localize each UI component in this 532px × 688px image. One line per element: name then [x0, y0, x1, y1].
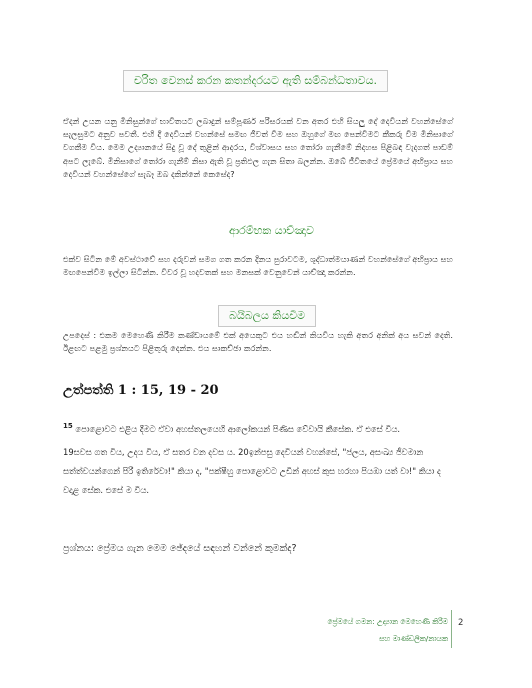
footer-subtitle: සහ මාණ්ඩලික/නායක	[379, 634, 448, 643]
footer-divider	[451, 610, 452, 648]
bible-reading-title: බයිබලය කියවීම	[218, 305, 316, 327]
bible-reading-paragraph: උපදෙස් : එකම මෙහෙණි කිරීම කණ්ඩායමේ එක් අයෙකුට එය හඬින් කියවිය හැකි අතර අනික් අය සවන් දෙති. ඊළඟට පළමු ප්‍රශ්නයට පිළිතුරු දෙන්න. එය සාකච්ඡා කරන්න.	[63, 330, 453, 354]
verse-line-1	[63, 420, 455, 439]
intro-section-title: චරිත වෙනස් කරන කතන්දරයට ඇති සම්බන්ධතාවය.	[123, 70, 388, 92]
verse-number: 15	[63, 422, 73, 431]
verse-line-2: 19සවස ගත විය, උදය විය, ඒ සතර වන දවස ය. 20ඉන්පසු දෙවියන් වහන්සේ, "ජලය, අසංඛ්‍ය ජීවමාන සත්ත්වයන්ගෙන් පිරී ඉතිරේවා!" කියා ද, "පක්ෂීහු පොළොවට උඩින් අහස් කුස හරහා පියඹා යත් වා!" කියා ද වදාළ සේක. එසේ ම විය.	[63, 447, 441, 495]
footer-title: ප්‍රේමයේ ගමන: උද්‍යාන මෙහෙණි කිරීම	[327, 617, 448, 626]
intro-paragraph: ඒදන් උයන යනු මිනිසුන්ගේ භාවිතයට ලබාදුන් සම්පූර්ණ පරිසරයක් වන අතර එහි සියලු දේ දෙවියන් වහන්සේගේ සැලසුමට අනුව පවතී. එහි දී දෙවියන් වහන්සේ සමඟ ජීවත් වීම සහ ඔහුගේ මඟ පෙන්වීමට කීකරු වීම මිනිසාගේ වගකීම විය. මෙම උද්‍යානයේ සිදු වූ දේ තුළින් ආදරය, විශ්වාසය සහ තෝරා ගැනීමේ නිදහස පිළිබඳ වැදගත් පාඩම් අපට ලැබේ. මිනිසාගේ තෝරා ගැනීම් නිසා ඇති වූ ප්‍රතිඵල ගැන සිතා බලන්න. ඔබේ ජීවිතයේ ප්‍රේමයේ අභිප්‍රාය සහ දෙවියන් වහන්සේගේ සැබෑ ඔබ දකින්නේ කෙසේද?	[63, 116, 453, 179]
discussion-question: ප්‍රශ්නය: ප්‍රේමය ගැන මෙම ඡේදයේ සඳහන් වන්නේ කුමක්ද?	[63, 543, 297, 554]
opening-prayer-title: ආරම්භක යාච්ඤාව	[229, 224, 314, 237]
verse-reference: උත්පත්ති 1 : 15, 19 - 20	[63, 383, 219, 398]
page-number: 2	[458, 618, 464, 628]
opening-prayer-paragraph: එක්ව සිටින මේ අවස්ථාවේ සහ දරුවන් සමග ගත කරන දිනය පුරාවටම, ශුද්ධාත්මයාණන් වහන්සේගේ අභිප්‍රාය සහ මඟපෙන්වීම ඉල්ලා සිටින්න. විවර වූ හදවතක් සහ මනසක් වෙනුවෙන් යාච්ඤා කරන්න.	[63, 254, 453, 278]
verse-line-1-text: පොළොවට එළිය දීමට ඒවා අහස්තලයෙහි ආලෝකයන් පිණිස වේවායි කීසේක. ඒ එසේ විය.	[75, 424, 401, 434]
